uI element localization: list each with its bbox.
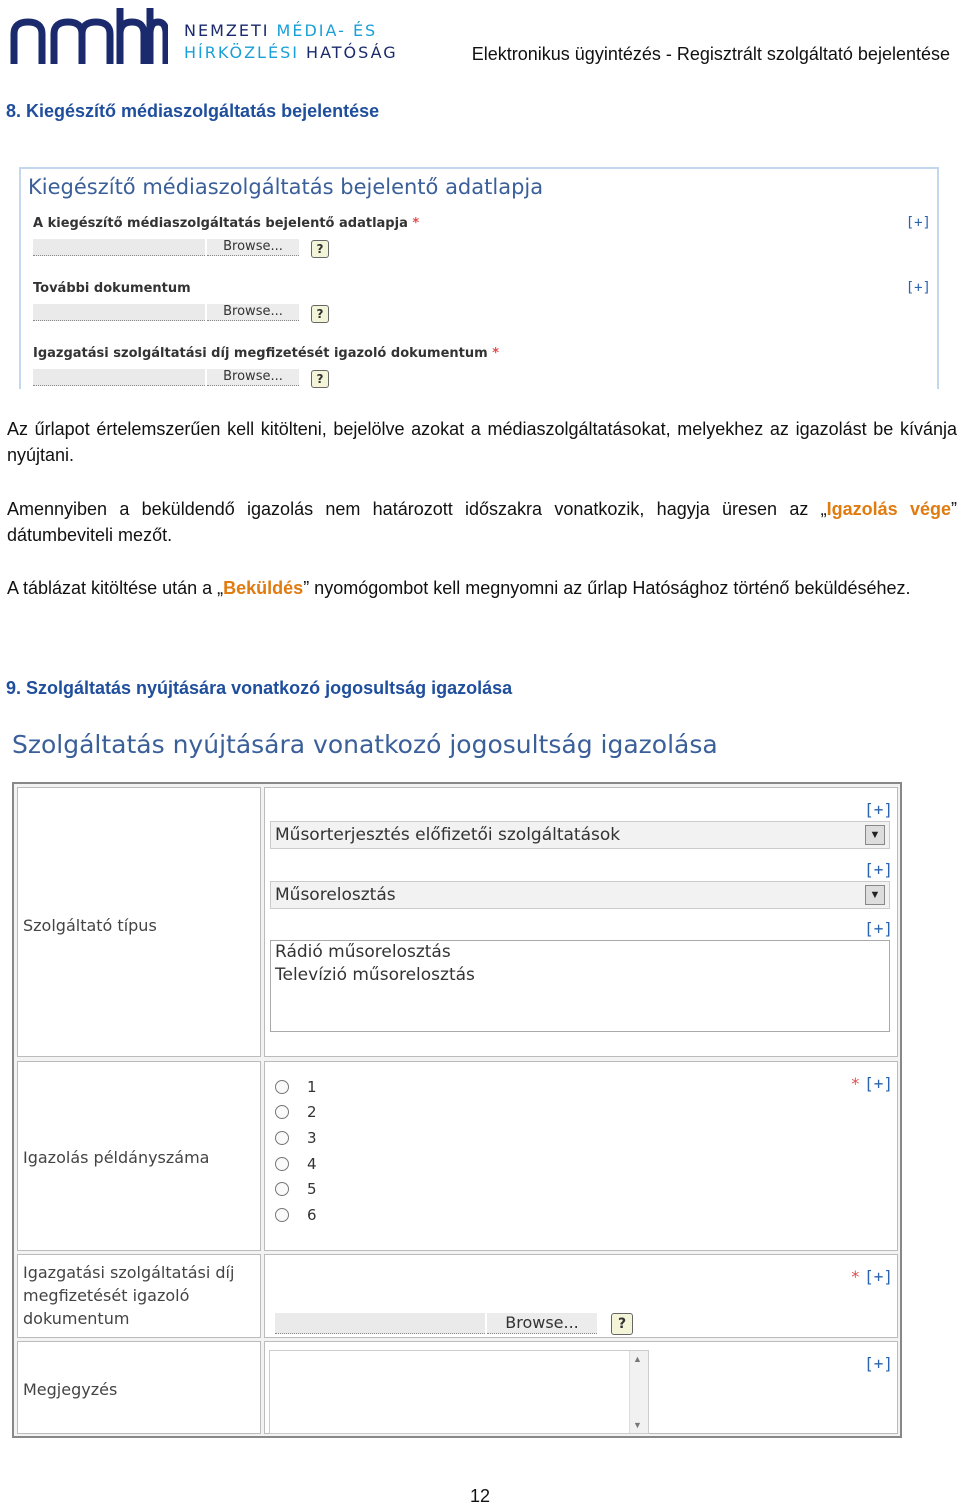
file-input[interactable] [275,1313,597,1334]
add-field-link[interactable]: [+] [864,919,893,938]
add-field-link[interactable]: [+] [864,800,893,819]
note-label: Megjegyzés [23,1380,118,1399]
add-field-link[interactable]: * [+] [850,1074,893,1093]
add-field-link[interactable]: * [+] [850,1267,893,1286]
file-input[interactable] [33,304,301,324]
note-cell [264,1341,898,1434]
highlight-end-date: Igazolás vége [826,499,951,519]
scroll-up-icon[interactable]: ▲ [633,1354,642,1364]
document-title: Elektronikus ügyintézés - Regisztrált szolgáltató bejelentése [471,44,950,64]
help-icon[interactable]: ? [311,305,329,323]
scrollbar[interactable] [629,1351,648,1433]
service-subtype-select[interactable]: Műsorelosztás ▼ [270,881,890,909]
file-path-field[interactable] [33,239,205,256]
radio-button[interactable] [275,1105,289,1119]
nmhh-logo-icon [8,6,168,64]
radio-option[interactable]: 1 [275,1076,317,1098]
radio-option[interactable]: 6 [275,1204,317,1226]
service-type-label: Szolgáltató típus [23,916,157,935]
browse-button[interactable]: Browse... [207,239,299,256]
help-icon[interactable]: ? [311,370,329,388]
browse-button[interactable]: Browse... [207,304,299,321]
label-cell [17,1254,261,1338]
page-number: 12 [469,1486,491,1506]
note-textarea[interactable] [269,1350,649,1434]
file-input[interactable] [33,239,301,259]
help-icon[interactable]: ? [611,1313,633,1335]
add-field-link[interactable]: [+] [864,860,893,879]
service-listbox[interactable] [270,940,890,1032]
add-field-link[interactable]: [+] [864,1354,893,1373]
fee-document-label: Igazgatási szolgáltatási díj megfizetését igazoló dokumentum [23,1263,235,1328]
list-item[interactable]: Rádió műsorelosztás [275,942,451,962]
highlight-submit: Beküldés [223,578,304,598]
copies-label: Igazolás példányszáma [23,1148,210,1167]
section-9-heading: 9. Szolgáltatás nyújtására vonatkozó jogosultság igazolása [6,678,513,698]
chevron-down-icon[interactable]: ▼ [865,825,885,845]
radio-button[interactable] [275,1080,289,1094]
help-icon[interactable]: ? [311,240,329,258]
page-header [0,0,960,90]
radio-option[interactable]: 5 [275,1178,317,1200]
org-name: NEMZETI MÉDIA- ÉS HÍRKÖZLÉSI HATÓSÁG [184,21,398,62]
label-cell [17,1341,261,1434]
field-label-supplementary-form: A kiegészítő médiaszolgáltatás bejelentő adatlapja * [33,216,420,231]
label-cell [17,1061,261,1251]
radio-button[interactable] [275,1182,289,1196]
chevron-down-icon[interactable]: ▼ [865,885,885,905]
file-path-field[interactable] [33,304,205,321]
section-8-heading: 8. Kiegészítő médiaszolgáltatás bejelentése [6,101,380,121]
list-item[interactable]: Televízió műsorelosztás [275,965,475,985]
browse-button[interactable]: Browse... [487,1313,597,1334]
fee-document-cell [264,1254,898,1338]
add-field-link[interactable]: [+] [905,280,931,296]
radio-option[interactable]: 3 [275,1127,317,1149]
radio-option[interactable]: 2 [275,1101,317,1123]
service-type-cell [264,787,898,1057]
paragraph-submit-instructions: A táblázat kitöltése után a „Beküldés” nyomógombot kell megnyomni az űrlap Hatósághoz történő beküldéséhez. [7,578,911,598]
radio-button[interactable] [275,1131,289,1145]
label-cell [17,787,261,1057]
service-category-select[interactable]: Műsorterjesztés előfizetői szolgáltatások ▼ [270,821,890,849]
form-title: Kiegészítő médiaszolgáltatás bejelentő adatlapja [28,175,544,199]
file-input[interactable] [33,369,301,389]
copies-cell [264,1061,898,1251]
file-path-field[interactable] [33,369,205,386]
field-label-additional-document: További dokumentum [33,281,191,296]
file-path-field[interactable] [275,1313,485,1334]
add-field-link[interactable]: [+] [905,215,931,231]
radio-option[interactable]: 4 [275,1153,317,1175]
entitlement-form-title: Szolgáltatás nyújtására vonatkozó jogosultság igazolása [12,730,718,759]
browse-button[interactable]: Browse... [207,369,299,386]
scroll-down-icon[interactable]: ▼ [633,1420,642,1430]
radio-button[interactable] [275,1208,289,1222]
radio-button[interactable] [275,1157,289,1171]
paragraph-fill-instructions: Az űrlapot értelemszerűen kell kitölteni, bejelölve azokat a médiaszolgáltatásokat, melyekhez az igazolást be kívánja nyújtani. [7,419,957,465]
entitlement-form-table [12,782,902,1438]
field-label-fee-document: Igazgatási szolgáltatási díj megfizetését igazoló dokumentum * [33,346,500,361]
paragraph-end-date-instructions: Amennyiben a beküldendő igazolás nem határozott időszakra vonatkozik, hagyja üresen az „Igazolás vége” dátumbeviteli mezőt. [7,499,957,545]
supplementary-service-form-screenshot [19,167,939,389]
